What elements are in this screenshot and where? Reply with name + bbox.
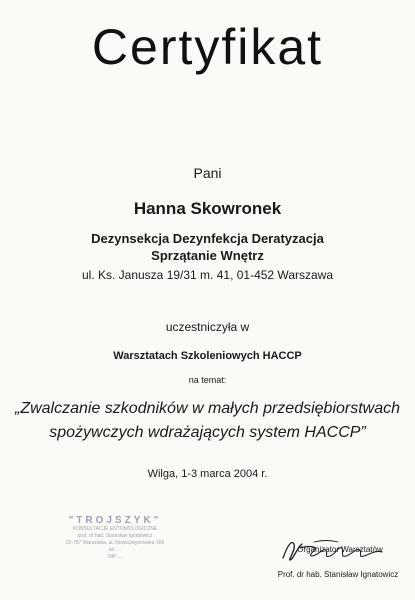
topic-line-1: „Zwalczanie szkodników w małych przedsiębiorstwach xyxy=(14,400,401,417)
stamp-line: prof. dr hab. Stanisław Ignatowicz xyxy=(77,533,153,539)
organization-address: ul. Ks. Janusza 19/31 m. 41, 01-452 Warszawa xyxy=(81,268,333,282)
stamp-line: 02-787 Warszawa, ul. Nowoursynowska 166 xyxy=(65,540,165,546)
topic-line-2: spożywczych wdrażających system HACCP” xyxy=(49,424,366,441)
stamp-line: tel. ... xyxy=(108,547,122,553)
handwritten-signature xyxy=(278,532,388,566)
topic-label: na temat: xyxy=(188,375,227,385)
workshop-name: Warsztatach Szkoleniowych HACCP xyxy=(113,350,302,362)
certificate-title: Certyfikat xyxy=(91,19,324,75)
place-and-date: Wilga, 1-3 marca 2004 r. xyxy=(147,468,268,480)
recipient-name: Hanna Skowronek xyxy=(133,199,282,218)
stamp-line: KONSULTACJE ENTOMOLOGICZNE xyxy=(72,526,158,532)
participated-text: uczestniczyła w xyxy=(165,320,250,334)
organization-line-2: Sprzątanie Wnętrz xyxy=(151,248,264,263)
salutation: Pani xyxy=(193,165,222,181)
organization-line-1: Dezynsekcja Dezynfekcja Deratyzacja xyxy=(91,231,324,246)
stamp-line: NIP ... xyxy=(108,554,122,560)
stamp-name: "TROJSZYK" xyxy=(68,515,162,526)
organizer-label: Organizator Warsztatów xyxy=(297,545,383,554)
signer-name: Prof. dr hab. Stanisław Ignatowicz xyxy=(277,570,399,579)
stamp xyxy=(55,515,175,561)
